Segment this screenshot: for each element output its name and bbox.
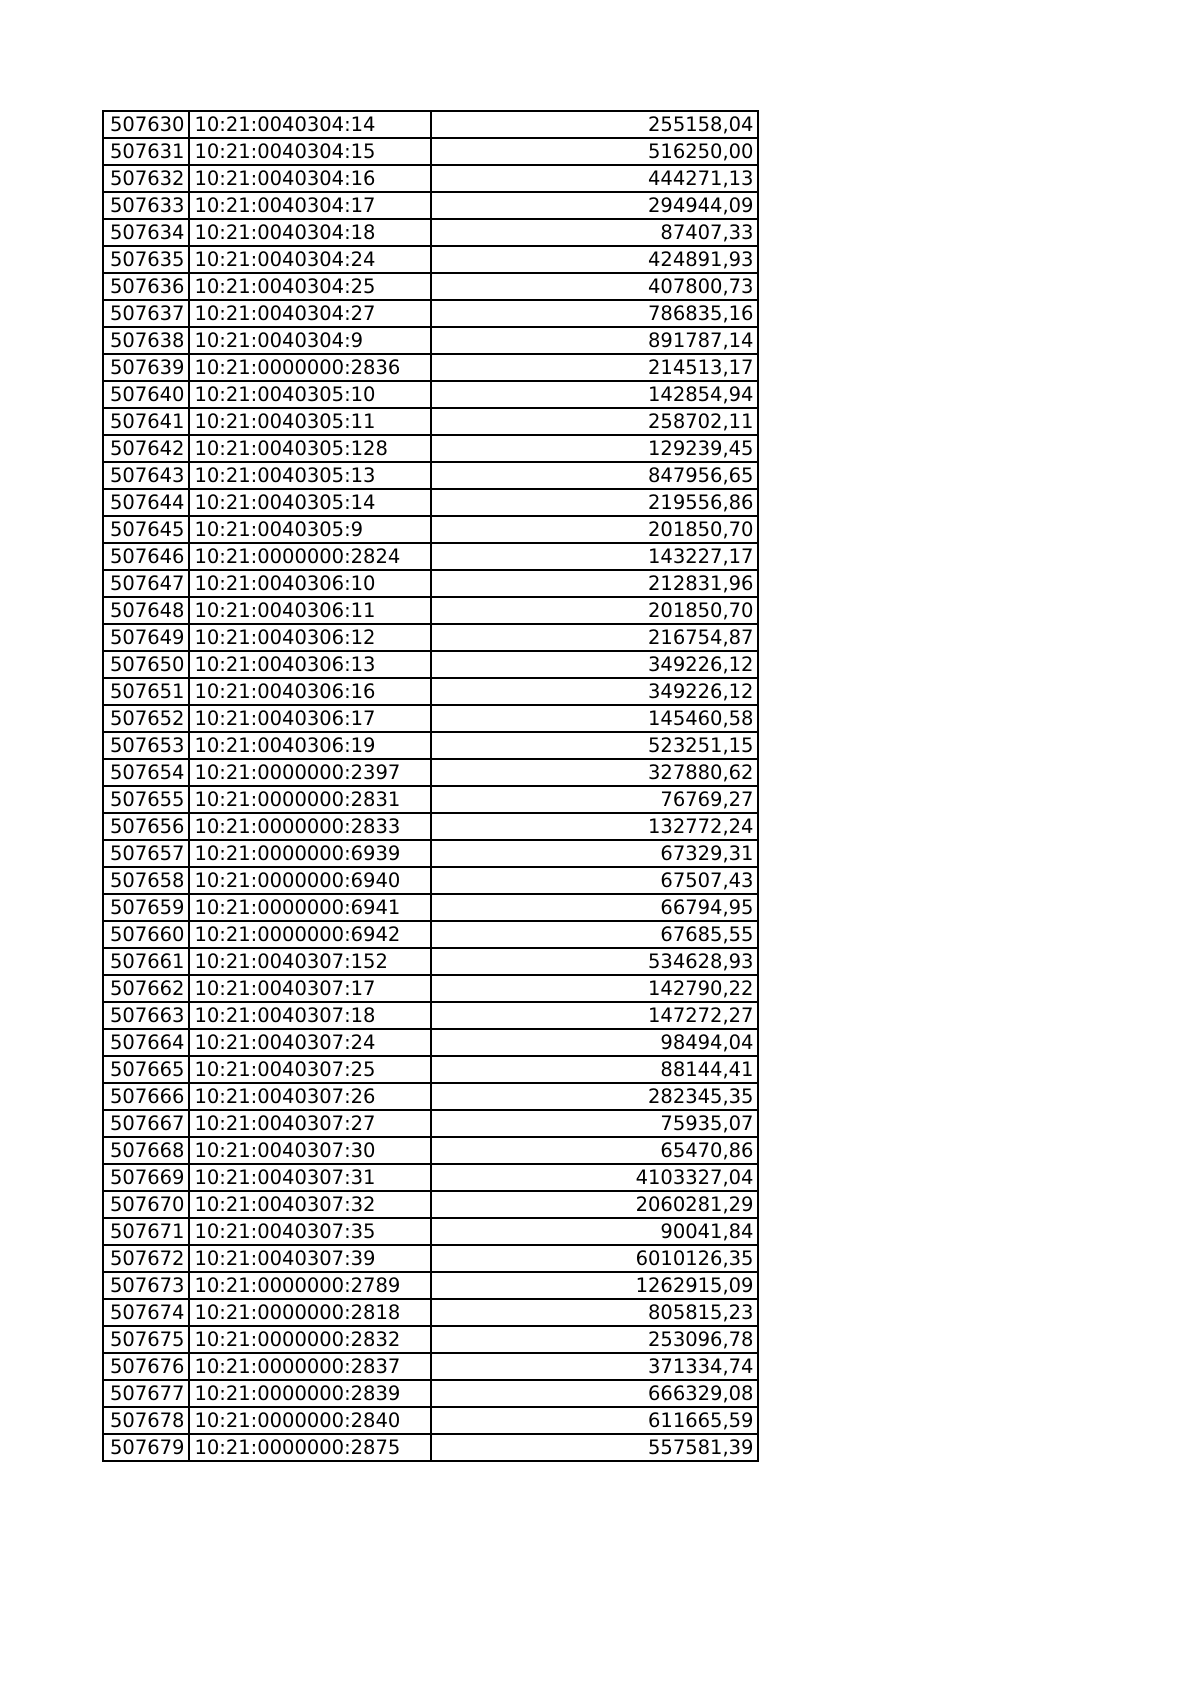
cadastral-number-cell: 10:21:0040305:128 — [189, 435, 431, 462]
value-cell: 349226,12 — [431, 651, 758, 678]
cadastral-number-cell: 10:21:0040306:10 — [189, 570, 431, 597]
value-cell: 516250,00 — [431, 138, 758, 165]
table-row — [103, 1110, 758, 1137]
cadastral-number-cell: 10:21:0040306:12 — [189, 624, 431, 651]
value-cell: 349226,12 — [431, 678, 758, 705]
value-cell: 557581,39 — [431, 1434, 758, 1461]
row-id-cell: 507668 — [103, 1137, 189, 1164]
value-cell: 212831,96 — [431, 570, 758, 597]
value-cell: 75935,07 — [431, 1110, 758, 1137]
row-id-cell: 507658 — [103, 867, 189, 894]
cadastral-number-cell: 10:21:0040304:16 — [189, 165, 431, 192]
table-row — [103, 1380, 758, 1407]
table-row — [103, 354, 758, 381]
table-row — [103, 462, 758, 489]
row-id-cell: 507679 — [103, 1434, 189, 1461]
cadastral-number-cell: 10:21:0040304:27 — [189, 300, 431, 327]
row-id-cell: 507673 — [103, 1272, 189, 1299]
value-cell: 90041,84 — [431, 1218, 758, 1245]
cadastral-number-cell: 10:21:0000000:6941 — [189, 894, 431, 921]
value-cell: 786835,16 — [431, 300, 758, 327]
table-row — [103, 1002, 758, 1029]
cadastral-number-cell: 10:21:0000000:2875 — [189, 1434, 431, 1461]
table-row — [103, 1191, 758, 1218]
cadastral-number-cell: 10:21:0040307:17 — [189, 975, 431, 1002]
row-id-cell: 507674 — [103, 1299, 189, 1326]
table-row — [103, 543, 758, 570]
cadastral-number-cell: 10:21:0000000:6939 — [189, 840, 431, 867]
table-row — [103, 327, 758, 354]
cadastral-number-cell: 10:21:0040307:30 — [189, 1137, 431, 1164]
row-id-cell: 507632 — [103, 165, 189, 192]
row-id-cell: 507670 — [103, 1191, 189, 1218]
cadastral-number-cell: 10:21:0000000:2831 — [189, 786, 431, 813]
table-row — [103, 246, 758, 273]
row-id-cell: 507631 — [103, 138, 189, 165]
value-cell: 1262915,09 — [431, 1272, 758, 1299]
table-row — [103, 1218, 758, 1245]
row-id-cell: 507630 — [103, 111, 189, 138]
value-cell: 2060281,29 — [431, 1191, 758, 1218]
value-cell: 214513,17 — [431, 354, 758, 381]
row-id-cell: 507678 — [103, 1407, 189, 1434]
cadastral-number-cell: 10:21:0000000:2840 — [189, 1407, 431, 1434]
cadastral-number-cell: 10:21:0040307:18 — [189, 1002, 431, 1029]
table-row — [103, 597, 758, 624]
value-cell: 444271,13 — [431, 165, 758, 192]
row-id-cell: 507645 — [103, 516, 189, 543]
table-row — [103, 1434, 758, 1461]
cadastral-number-cell: 10:21:0040304:9 — [189, 327, 431, 354]
cadastral-number-cell: 10:21:0040305:11 — [189, 408, 431, 435]
cadastral-value-table — [102, 110, 759, 1462]
cadastral-number-cell: 10:21:0040304:25 — [189, 273, 431, 300]
value-cell: 253096,78 — [431, 1326, 758, 1353]
cadastral-number-cell: 10:21:0040307:152 — [189, 948, 431, 975]
cadastral-number-cell: 10:21:0040304:14 — [189, 111, 431, 138]
row-id-cell: 507635 — [103, 246, 189, 273]
row-id-cell: 507646 — [103, 543, 189, 570]
cadastral-number-cell: 10:21:0040307:25 — [189, 1056, 431, 1083]
cadastral-number-cell: 10:21:0040304:18 — [189, 219, 431, 246]
cadastral-number-cell: 10:21:0040306:16 — [189, 678, 431, 705]
row-id-cell: 507640 — [103, 381, 189, 408]
value-cell: 142790,22 — [431, 975, 758, 1002]
row-id-cell: 507663 — [103, 1002, 189, 1029]
cadastral-number-cell: 10:21:0000000:2789 — [189, 1272, 431, 1299]
cadastral-number-cell: 10:21:0040305:14 — [189, 489, 431, 516]
value-cell: 6010126,35 — [431, 1245, 758, 1272]
table-row — [103, 381, 758, 408]
table-row — [103, 111, 758, 138]
cadastral-number-cell: 10:21:0000000:2818 — [189, 1299, 431, 1326]
value-cell: 147272,27 — [431, 1002, 758, 1029]
row-id-cell: 507677 — [103, 1380, 189, 1407]
value-cell: 66794,95 — [431, 894, 758, 921]
table-row — [103, 786, 758, 813]
cadastral-number-cell: 10:21:0000000:6940 — [189, 867, 431, 894]
value-cell: 145460,58 — [431, 705, 758, 732]
value-cell: 67685,55 — [431, 921, 758, 948]
cadastral-number-cell: 10:21:0040307:31 — [189, 1164, 431, 1191]
table-row — [103, 894, 758, 921]
cadastral-number-cell: 10:21:0000000:2836 — [189, 354, 431, 381]
table-row — [103, 1245, 758, 1272]
row-id-cell: 507666 — [103, 1083, 189, 1110]
table-row — [103, 1299, 758, 1326]
row-id-cell: 507648 — [103, 597, 189, 624]
value-cell: 129239,45 — [431, 435, 758, 462]
row-id-cell: 507637 — [103, 300, 189, 327]
table-row — [103, 948, 758, 975]
cadastral-number-cell: 10:21:0000000:2837 — [189, 1353, 431, 1380]
value-cell: 88144,41 — [431, 1056, 758, 1083]
table-row — [103, 435, 758, 462]
table-body — [103, 111, 758, 1461]
value-cell: 407800,73 — [431, 273, 758, 300]
row-id-cell: 507653 — [103, 732, 189, 759]
row-id-cell: 507657 — [103, 840, 189, 867]
table-row — [103, 705, 758, 732]
value-cell: 523251,15 — [431, 732, 758, 759]
row-id-cell: 507647 — [103, 570, 189, 597]
row-id-cell: 507642 — [103, 435, 189, 462]
table-row — [103, 138, 758, 165]
row-id-cell: 507650 — [103, 651, 189, 678]
row-id-cell: 507655 — [103, 786, 189, 813]
row-id-cell: 507661 — [103, 948, 189, 975]
row-id-cell: 507660 — [103, 921, 189, 948]
value-cell: 258702,11 — [431, 408, 758, 435]
row-id-cell: 507633 — [103, 192, 189, 219]
row-id-cell: 507644 — [103, 489, 189, 516]
cadastral-number-cell: 10:21:0040305:13 — [189, 462, 431, 489]
cadastral-number-cell: 10:21:0040307:32 — [189, 1191, 431, 1218]
table-row — [103, 840, 758, 867]
row-id-cell: 507675 — [103, 1326, 189, 1353]
row-id-cell: 507638 — [103, 327, 189, 354]
table-row — [103, 219, 758, 246]
table-row — [103, 867, 758, 894]
value-cell: 611665,59 — [431, 1407, 758, 1434]
row-id-cell: 507676 — [103, 1353, 189, 1380]
cadastral-number-cell: 10:21:0040304:24 — [189, 246, 431, 273]
table-row — [103, 408, 758, 435]
cadastral-number-cell: 10:21:0000000:2839 — [189, 1380, 431, 1407]
value-cell: 666329,08 — [431, 1380, 758, 1407]
row-id-cell: 507672 — [103, 1245, 189, 1272]
cadastral-number-cell: 10:21:0040307:26 — [189, 1083, 431, 1110]
value-cell: 4103327,04 — [431, 1164, 758, 1191]
cadastral-number-cell: 10:21:0040306:11 — [189, 597, 431, 624]
value-cell: 201850,70 — [431, 597, 758, 624]
value-cell: 142854,94 — [431, 381, 758, 408]
table-row — [103, 813, 758, 840]
row-id-cell: 507643 — [103, 462, 189, 489]
value-cell: 371334,74 — [431, 1353, 758, 1380]
table-row — [103, 678, 758, 705]
value-cell: 805815,23 — [431, 1299, 758, 1326]
cadastral-number-cell: 10:21:0040304:15 — [189, 138, 431, 165]
table-row — [103, 1407, 758, 1434]
row-id-cell: 507639 — [103, 354, 189, 381]
cadastral-number-cell: 10:21:0040306:19 — [189, 732, 431, 759]
value-cell: 847956,65 — [431, 462, 758, 489]
cadastral-number-cell: 10:21:0000000:6942 — [189, 921, 431, 948]
value-cell: 424891,93 — [431, 246, 758, 273]
cadastral-number-cell: 10:21:0040305:10 — [189, 381, 431, 408]
value-cell: 201850,70 — [431, 516, 758, 543]
table-row — [103, 921, 758, 948]
cadastral-number-cell: 10:21:0000000:2824 — [189, 543, 431, 570]
value-cell: 143227,17 — [431, 543, 758, 570]
table-row — [103, 1137, 758, 1164]
cadastral-number-cell: 10:21:0040306:17 — [189, 705, 431, 732]
row-id-cell: 507664 — [103, 1029, 189, 1056]
value-cell: 87407,33 — [431, 219, 758, 246]
table-row — [103, 624, 758, 651]
value-cell: 65470,86 — [431, 1137, 758, 1164]
value-cell: 67329,31 — [431, 840, 758, 867]
row-id-cell: 507669 — [103, 1164, 189, 1191]
cadastral-number-cell: 10:21:0040307:35 — [189, 1218, 431, 1245]
row-id-cell: 507651 — [103, 678, 189, 705]
table-row — [103, 1164, 758, 1191]
row-id-cell: 507665 — [103, 1056, 189, 1083]
cadastral-number-cell: 10:21:0000000:2833 — [189, 813, 431, 840]
cadastral-number-cell: 10:21:0040304:17 — [189, 192, 431, 219]
row-id-cell: 507662 — [103, 975, 189, 1002]
value-cell: 132772,24 — [431, 813, 758, 840]
cadastral-number-cell: 10:21:0000000:2832 — [189, 1326, 431, 1353]
value-cell: 255158,04 — [431, 111, 758, 138]
row-id-cell: 507641 — [103, 408, 189, 435]
value-cell: 76769,27 — [431, 786, 758, 813]
table-row — [103, 273, 758, 300]
row-id-cell: 507656 — [103, 813, 189, 840]
table-row — [103, 570, 758, 597]
row-id-cell: 507634 — [103, 219, 189, 246]
row-id-cell: 507649 — [103, 624, 189, 651]
table-row — [103, 300, 758, 327]
table-row — [103, 651, 758, 678]
table-row — [103, 1083, 758, 1110]
cadastral-number-cell: 10:21:0040307:39 — [189, 1245, 431, 1272]
table-row — [103, 732, 758, 759]
row-id-cell: 507659 — [103, 894, 189, 921]
table-row — [103, 759, 758, 786]
table-row — [103, 1326, 758, 1353]
value-cell: 282345,35 — [431, 1083, 758, 1110]
table-row — [103, 489, 758, 516]
value-cell: 67507,43 — [431, 867, 758, 894]
value-cell: 98494,04 — [431, 1029, 758, 1056]
row-id-cell: 507636 — [103, 273, 189, 300]
cadastral-number-cell: 10:21:0040305:9 — [189, 516, 431, 543]
row-id-cell: 507654 — [103, 759, 189, 786]
table-row — [103, 1056, 758, 1083]
value-cell: 216754,87 — [431, 624, 758, 651]
table-row — [103, 975, 758, 1002]
value-cell: 891787,14 — [431, 327, 758, 354]
value-cell: 327880,62 — [431, 759, 758, 786]
value-cell: 294944,09 — [431, 192, 758, 219]
table-row — [103, 516, 758, 543]
row-id-cell: 507671 — [103, 1218, 189, 1245]
cadastral-number-cell: 10:21:0040306:13 — [189, 651, 431, 678]
cadastral-number-cell: 10:21:0040307:27 — [189, 1110, 431, 1137]
value-cell: 534628,93 — [431, 948, 758, 975]
table-row — [103, 1272, 758, 1299]
table-row — [103, 1029, 758, 1056]
row-id-cell: 507652 — [103, 705, 189, 732]
table-row — [103, 165, 758, 192]
table-row — [103, 1353, 758, 1380]
cadastral-number-cell: 10:21:0000000:2397 — [189, 759, 431, 786]
row-id-cell: 507667 — [103, 1110, 189, 1137]
table-row — [103, 192, 758, 219]
value-cell: 219556,86 — [431, 489, 758, 516]
cadastral-number-cell: 10:21:0040307:24 — [189, 1029, 431, 1056]
